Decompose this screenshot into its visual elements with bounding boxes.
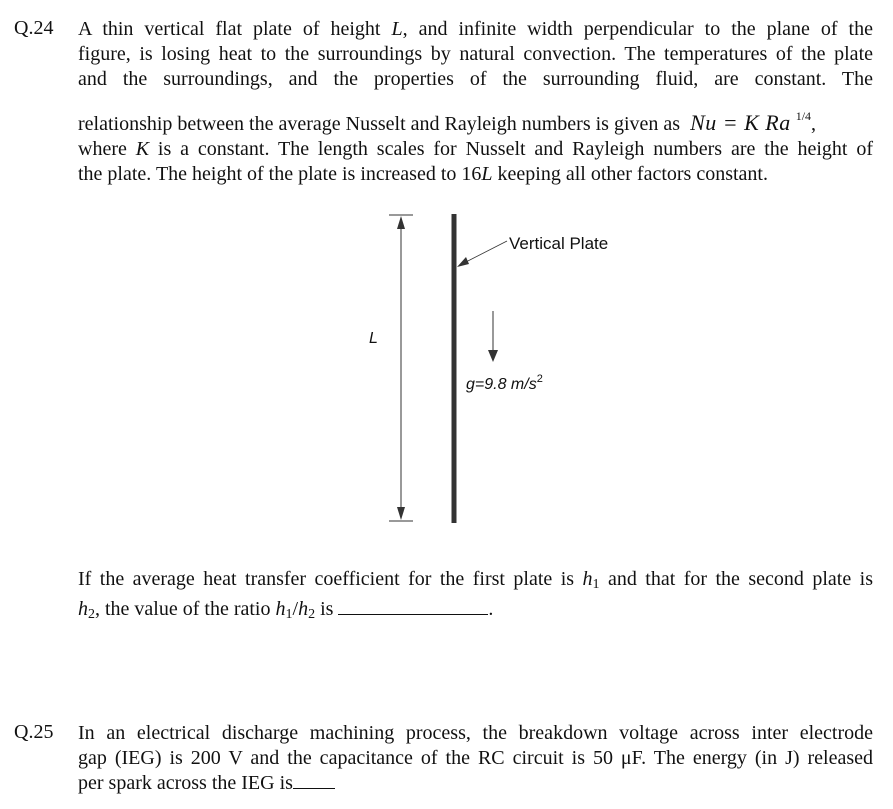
- q24-subscript: 2: [308, 607, 316, 622]
- q24-line-3: and the surroundings, and the properties of the surrounding fluid, are constant. The: [78, 68, 873, 90]
- q24-text: where: [78, 138, 136, 160]
- q24-text: /: [292, 598, 299, 620]
- question-number-24: Q.24: [14, 17, 54, 39]
- q25-line-1: In an electrical discharge machining process, the breakdown voltage across inter electrode: [78, 722, 873, 744]
- q24-text: ,: [811, 113, 817, 135]
- q24-var-h: h: [582, 568, 593, 590]
- q24-var-h: h: [298, 598, 309, 620]
- q25-line-2: gap (IEG) is 200 V and the capacitance of the RC circuit is 50 μF. The energy (in J) released: [78, 747, 873, 769]
- q24-var-h: h: [275, 598, 286, 620]
- q24-text: is: [315, 598, 339, 620]
- q24-text: If the average heat transfer coefficient for the first plate is: [78, 568, 583, 590]
- q24-text: keeping all other factors constant.: [492, 163, 768, 185]
- gravity-label-text: g=9.8 m/s: [466, 376, 537, 393]
- q24-ask-line-2: [78, 597, 873, 627]
- q24-subscript: 1: [592, 577, 600, 592]
- question-24-ask: [78, 567, 873, 627]
- q24-var-L: L: [391, 18, 403, 40]
- q24-subscript: 1: [285, 607, 293, 622]
- answer-blank-q24[interactable]: [338, 600, 488, 615]
- q24-ask-line-1: [78, 567, 873, 597]
- q25-text: per spark across the IEG is: [78, 772, 293, 794]
- leader-arrow-icon: [457, 257, 469, 267]
- q24-text: relationship between the average Nusselt and Rayleigh numbers is given as: [78, 113, 681, 135]
- question-number-25: Q.25: [14, 721, 54, 743]
- q24-text: A thin vertical flat plate of height: [78, 18, 392, 40]
- q24-var-L: L: [481, 163, 493, 185]
- q24-subscript: 2: [88, 607, 95, 622]
- height-label: L: [369, 330, 378, 347]
- q24-text: .: [488, 598, 494, 620]
- answer-blank-q25[interactable]: [293, 774, 335, 789]
- q24-text: and that for the second plate is: [599, 568, 873, 590]
- nusselt-rayleigh-equation: Nu = K Ra: [690, 110, 791, 135]
- q24-var-h: h: [78, 598, 88, 620]
- q24-text: , the value of the ratio: [95, 598, 276, 620]
- gravity-arrow-icon: [488, 350, 498, 362]
- q24-text: the plate. The height of the plate is increased to 16: [78, 163, 482, 185]
- plate-label: Vertical Plate: [509, 234, 609, 253]
- height-arrow-up-icon: [397, 216, 405, 229]
- question-25-statement: [78, 721, 873, 796]
- q24-var-K: K: [135, 138, 150, 160]
- gravity-label: [466, 373, 543, 393]
- q25-line-3: [78, 771, 873, 796]
- q24-text: is a constant. The length scales for Nusselt and Rayleigh numbers are the height of: [149, 138, 874, 160]
- q24-text: , and infinite width perpendicular to the plane of the: [402, 18, 873, 40]
- gravity-exponent: 2: [536, 373, 543, 385]
- height-arrow-down-icon: [397, 507, 405, 520]
- equation-exponent: 1/4: [795, 109, 812, 123]
- q24-line-2: figure, is losing heat to the surroundings by natural convection. The temperatures of the plate: [78, 43, 873, 65]
